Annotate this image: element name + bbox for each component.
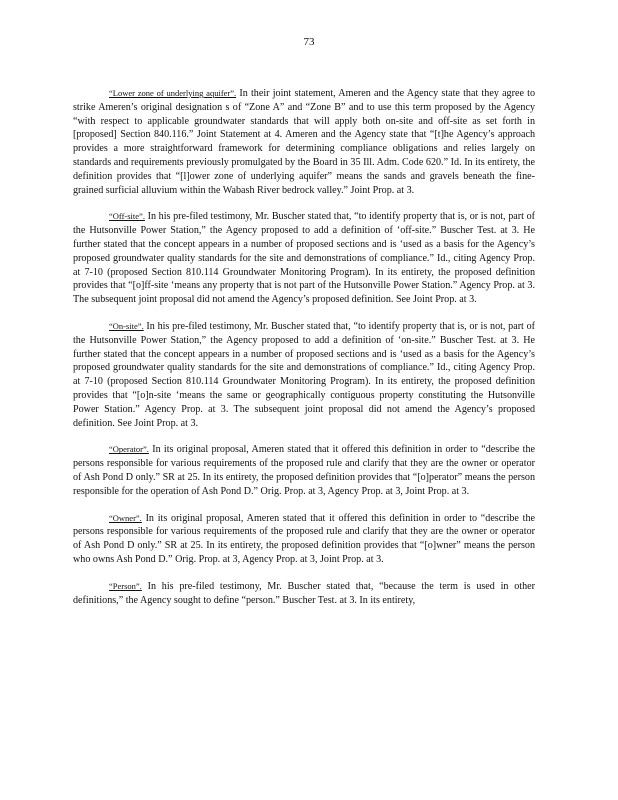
page-number: 73 <box>303 36 315 48</box>
paragraph-text: In his pre-filed testimony, Mr. Buscher stated that, “to identify property that is, or is not, part of the Hutsonville Power Station,” the Agency proposed to add a definition of ‘off-site.” Buscher Test. at 3. He further stated that the concept appears in a number of proposed sections and is ‘used as a basis for the Agency’s proposed groundwater quality standards for the site and demonstrations of compliance.” Id., citing Agency Prop. at 7-10 (proposed Section 810.114 Groundwater Monitoring Program). In its entirety, the proposed definition provides that “[o]ff-site ‘means any property that is not part of the Hutsonville Power Station.” Agency Prop. at 3. The subsequent joint proposal did not amend the Agency’s proposed definition. See Joint Prop. at 3. <box>73 211 535 306</box>
paragraph-text: In their joint statement, Ameren and the Agency state that they agree to strike Ameren’s original designation s of “Zone A” and “Zone B” and to use this term proposed by the Agency “with respect to applicable groundwater standards that will apply both on-site and off-site as set forth in [proposed] Section 840.116.” Joint Statement at 4. Ameren and the Agency state that “[t]he Agency’s approach provides a more straightforward framework for determining compliance obligations and relies largely on standards and requirements previously promulgated by the Board in 35 Ill. Adm. Code 620.” Id. In its entirety, the definition provides that “[l]ower zone of underlying aquifer” means the sands and gravels beneath the fine-grained surficial alluvium within the Wabash River bedrock valley.” Joint Prop. at 3. <box>73 88 535 196</box>
defined-term: “Owner”. <box>109 512 142 523</box>
body-text <box>73 87 535 620</box>
paragraph-text: In its original proposal, Ameren stated that it offered this definition in order to “describe the persons responsible for various requirements of the proposed rule and clarify that they are the owner or operator of Ash Pond D only.” SR at 25. In its entirety, the proposed definition provides that “[o]perator” means the person responsible for the operation of Ash Pond D.” Orig. Prop. at 3, Agency Prop. at 3, Joint Prop. at 3. <box>73 444 535 497</box>
defined-term: “On-site”. <box>109 320 144 331</box>
defined-term: “Lower zone of underlying aquifer”. <box>109 88 237 98</box>
defined-term: “Person”. <box>109 580 142 591</box>
paragraph-text: In its original proposal, Ameren stated that it offered this definition in order to “describe the persons responsible for various requirements of the proposed rule and clarify that they are the owner or operator of Ash Pond D only.” SR at 25. In its entirety, the proposed definition provides that “[o]wner” means the person who owns Ash Pond D.” Orig. Prop. at 3, Agency Prop. at 3, Joint Prop. at 3. <box>73 512 535 565</box>
definition-paragraph-off-site <box>73 210 535 307</box>
definition-paragraph-operator <box>73 443 535 498</box>
defined-term: “Operator”. <box>109 444 149 455</box>
paragraph-text: In his pre-filed testimony, Mr. Buscher stated that, “to identify property that is, or is not, part of the Hutsonville Power Station,” the Agency proposed to add a definition of ‘on-site.” Buscher Test. at 3. He further stated that the concept appears in a number of proposed sections and is ‘used as a basis for the Agency’s proposed groundwater quality standards for the site and demonstrations of compliance.” Id., citing Agency Prop. at 7-10 (proposed Section 810.114 Groundwater Monitoring Program). In its entirety, the proposed definition provides that “[o]n-site ‘means the same or geographically contiguous property constituting the Hutsonville Power Station.” Agency Prop. at 3. The subsequent joint proposal did not amend the Agency’s proposed definition. See Joint Prop. at 3. <box>73 320 535 429</box>
definition-paragraph-lower-zone <box>73 87 535 197</box>
definition-paragraph-on-site <box>73 320 535 430</box>
definition-paragraph-owner <box>73 512 535 567</box>
paragraph-text: In his pre-filed testimony, Mr. Buscher stated that, “because the term is used in other definitions,” the Agency sought to define “person.” Buscher Test. at 3. In its entirety, <box>73 580 535 606</box>
definition-paragraph-person <box>73 580 535 608</box>
defined-term: “Off-site”. <box>109 211 145 222</box>
